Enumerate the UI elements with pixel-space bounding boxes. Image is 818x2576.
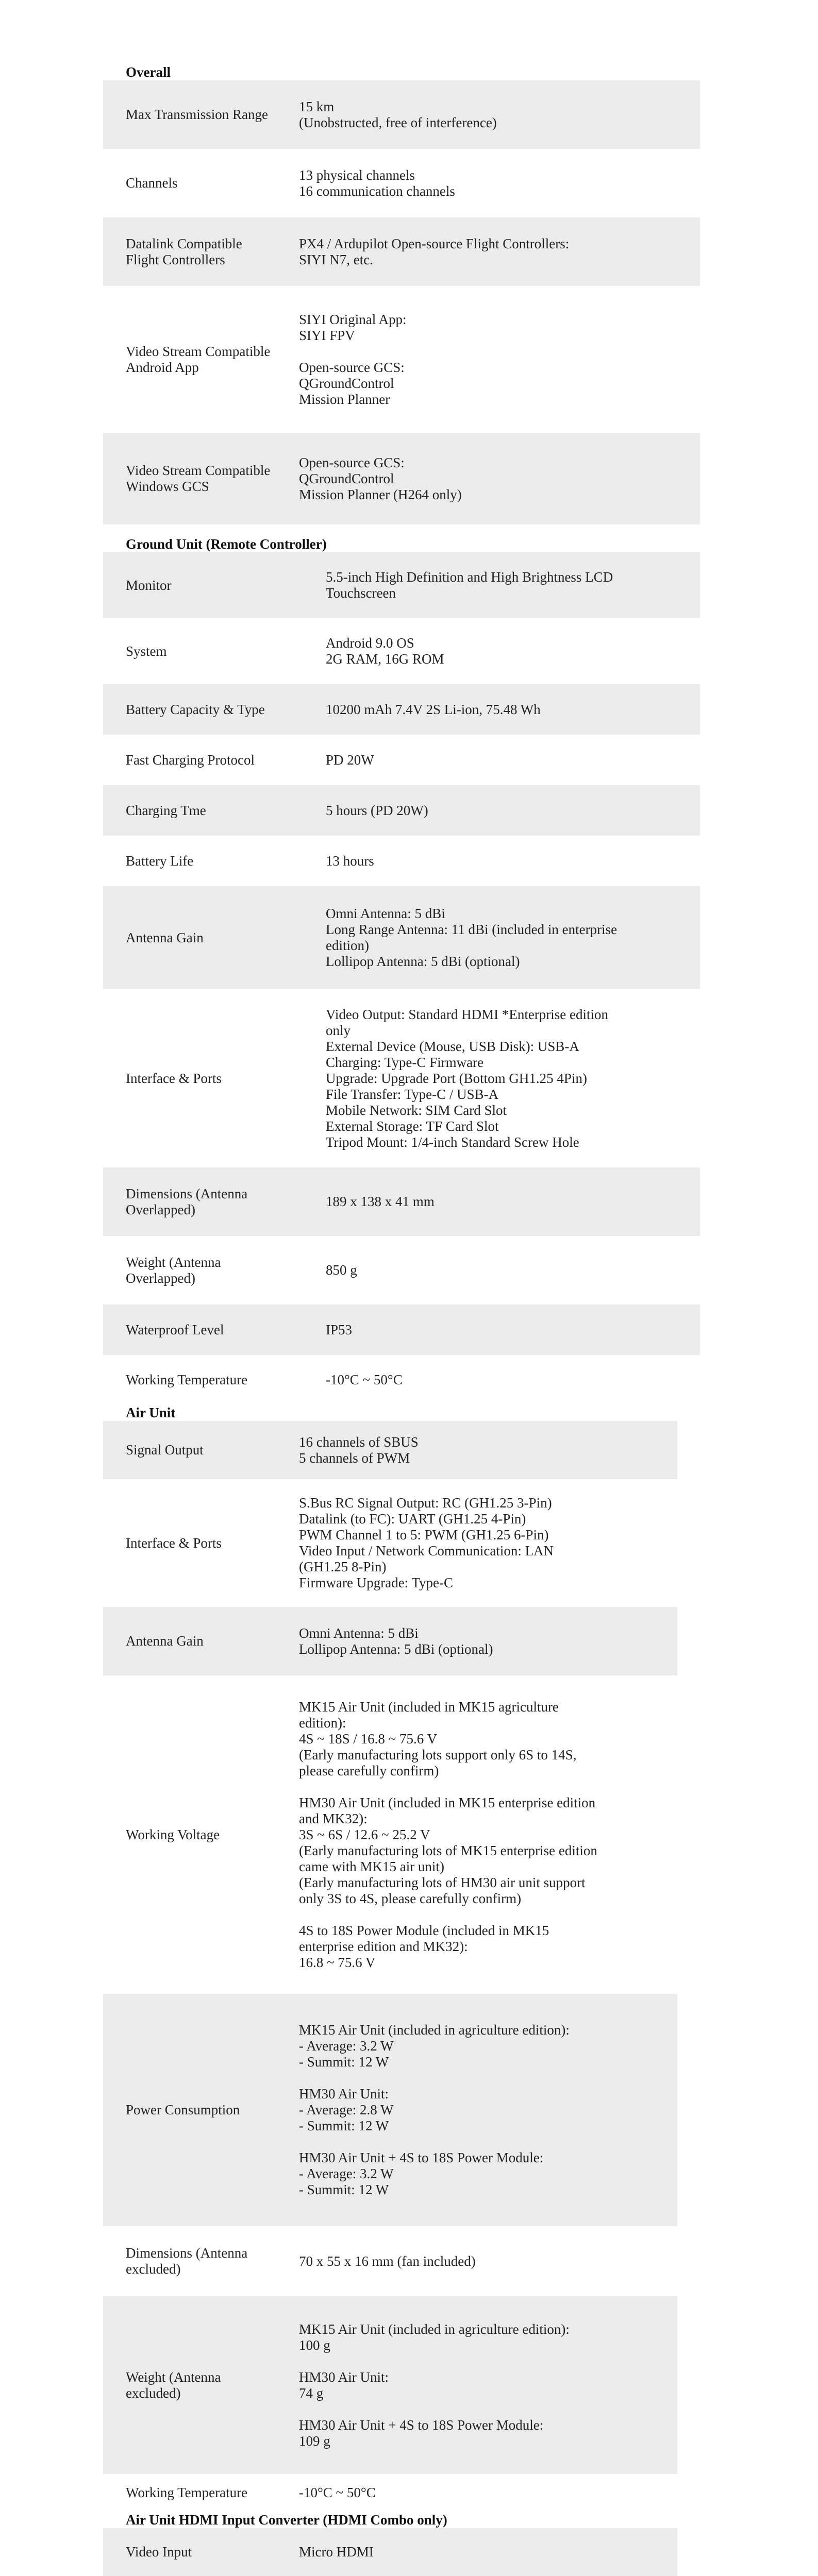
spec-value: 13 physical channels 16 communication channels bbox=[299, 167, 455, 199]
table-row bbox=[103, 1607, 677, 1675]
table-row bbox=[103, 1167, 700, 1236]
spec-label: Channels bbox=[126, 175, 178, 191]
spec-label: Interface & Ports bbox=[126, 1070, 222, 1086]
spec-label: Video Input bbox=[103, 2528, 289, 2576]
spec-value: 70 x 55 x 16 mm (fan included) bbox=[299, 2253, 476, 2269]
spec-value: 850 g bbox=[326, 1262, 357, 1278]
table-row bbox=[103, 836, 700, 886]
table-row bbox=[103, 1994, 677, 2226]
spec-value: 16 channels of SBUS 5 channels of PWM bbox=[289, 1421, 677, 1479]
spec-table bbox=[103, 552, 700, 1404]
spec-label: Battery Life bbox=[126, 853, 194, 869]
spec-value: PX4 / Ardupilot Open-source Flight Controllers: SIYI N7, etc. bbox=[289, 217, 700, 286]
spec-value: Micro HDMI bbox=[289, 2528, 677, 2576]
table-row bbox=[103, 149, 700, 217]
table-row bbox=[103, 2226, 677, 2296]
section-overall bbox=[0, 64, 818, 524]
spec-label: System bbox=[126, 643, 167, 659]
spec-value: 189 x 138 x 41 mm bbox=[315, 1167, 700, 1236]
spec-label: Waterproof Level bbox=[103, 1304, 315, 1355]
spec-value: Video Output: Standard HDMI *Enterprise edition only External Device (Mouse, USB Disk): USB-A Charging: Type-C Firmware Upgrade: Upgrade Port (Bottom GH1.25 4Pin) File Transfer: Type-C / USB-A Mobile Network: SIM Card Slot External Storage: TF Card Slot Tripod Mount: 1/4-inch Standard Screw Hole bbox=[326, 1006, 609, 1150]
spec-label: Weight (Antenna Overlapped) bbox=[126, 1254, 221, 1286]
table-row bbox=[103, 2296, 677, 2474]
spec-label: Dimensions (Antenna Overlapped) bbox=[103, 1167, 315, 1236]
table-row bbox=[103, 1355, 700, 1404]
spec-value: IP53 bbox=[315, 1304, 700, 1355]
table-row bbox=[103, 1479, 677, 1607]
spec-value: MK15 Air Unit (included in MK15 agriculture edition): 4S ~ 18S / 16.8 ~ 75.6 V (Early manufacturing lots support only 6S to 14S, please carefully confirm) HM30 Air Unit (included in MK15 enterprise edition and MK32): 3S ~ 6S / 12.6 ~ 25.2 V (Early manufacturing lots of MK15 enterprise edition came with MK15 air unit) (Early manufacturing lots of HM30 air unit support only 3S to 4S, please carefully confirm) 4S to 18S Power Module (included in MK15 enterprise edition and MK32): 16.8 ~ 75.6 V bbox=[299, 1699, 597, 1970]
section-title: Overall bbox=[126, 64, 171, 80]
table-row bbox=[103, 785, 700, 836]
table-row bbox=[103, 2474, 677, 2512]
spec-label: Working Temperature bbox=[126, 2485, 248, 2500]
spec-table bbox=[103, 80, 700, 524]
section-hdmi-converter bbox=[0, 2512, 818, 2576]
spec-value: Android 9.0 OS 2G RAM, 16G ROM bbox=[326, 635, 444, 667]
table-row bbox=[103, 618, 700, 684]
spec-label: Interface & Ports bbox=[126, 1535, 222, 1551]
spec-value: Omni Antenna: 5 dBi Lollipop Antenna: 5 dBi (optional) bbox=[289, 1607, 677, 1675]
table-row bbox=[103, 735, 700, 785]
table-row bbox=[103, 684, 700, 735]
spec-label: Fast Charging Protocol bbox=[126, 752, 255, 768]
spec-table bbox=[103, 1421, 677, 2512]
table-row bbox=[103, 1421, 677, 1479]
spec-label: Antenna Gain bbox=[103, 1607, 289, 1675]
spec-value: -10°C ~ 50°C bbox=[326, 1371, 403, 1387]
spec-value: S.Bus RC Signal Output: RC (GH1.25 3-Pin) Datalink (to FC): UART (GH1.25 4-Pin) PWM Channel 1 to 5: PWM (GH1.25 6-Pin) Video Input / Network Communication: LAN (GH1.25 8-Pin) Firmware Upgrade: Type-C bbox=[299, 1495, 554, 1590]
spec-value: PD 20W bbox=[326, 752, 374, 768]
spec-value: 15 km (Unobstructed, free of interference) bbox=[289, 80, 700, 149]
table-row bbox=[103, 433, 700, 524]
spec-value: Open-source GCS: QGroundControl Mission Planner (H264 only) bbox=[289, 433, 700, 524]
table-row bbox=[103, 80, 700, 149]
spec-label: Working Voltage bbox=[126, 1826, 220, 1842]
spec-value: 10200 mAh 7.4V 2S Li-ion, 75.48 Wh bbox=[315, 684, 700, 735]
spec-label: Battery Capacity & Type bbox=[103, 684, 315, 735]
section-ground-unit bbox=[0, 536, 818, 1404]
spec-label: Video Stream Compatible Windows GCS bbox=[103, 433, 289, 524]
table-row bbox=[103, 886, 700, 989]
spec-value: 13 hours bbox=[326, 853, 374, 869]
spec-label: Max Transmission Range bbox=[103, 80, 289, 149]
spec-label: Charging Tme bbox=[103, 785, 315, 836]
spec-value: -10°C ~ 50°C bbox=[299, 2485, 376, 2500]
table-row bbox=[103, 989, 700, 1167]
section-air-unit bbox=[0, 1404, 818, 2512]
table-row bbox=[103, 217, 700, 286]
table-row bbox=[103, 2528, 677, 2576]
spec-value: MK15 Air Unit (included in agriculture edition): - Average: 3.2 W - Summit: 12 W HM30 Air Unit: - Average: 2.8 W - Summit: 12 W HM30 Air Unit + 4S to 18S Power Module: - Average: 3.2 W - Summit: 12 W bbox=[289, 1994, 677, 2226]
spec-value: 5.5-inch High Definition and High Brightness LCD Touchscreen bbox=[315, 552, 700, 618]
table-row bbox=[103, 552, 700, 618]
spec-value: 5 hours (PD 20W) bbox=[315, 785, 700, 836]
spec-label: Signal Output bbox=[103, 1421, 289, 1479]
spec-value: Omni Antenna: 5 dBi Long Range Antenna: 11 dBi (included in enterprise edition) Lollipop Antenna: 5 dBi (optional) bbox=[315, 886, 700, 989]
spec-label: Video Stream Compatible Android App bbox=[126, 343, 271, 375]
table-row bbox=[103, 1304, 700, 1355]
spec-label: Dimensions (Antenna excluded) bbox=[126, 2245, 248, 2277]
table-row bbox=[103, 286, 700, 433]
spec-label: Datalink Compatible Flight Controllers bbox=[103, 217, 289, 286]
spec-table bbox=[103, 2528, 677, 2576]
section-title: Ground Unit (Remote Controller) bbox=[126, 536, 327, 552]
spec-label: Monitor bbox=[103, 552, 315, 618]
section-title: Air Unit bbox=[126, 1405, 176, 1420]
spec-label: Working Temperature bbox=[126, 1371, 248, 1387]
section-title: Air Unit HDMI Input Converter (HDMI Combo only) bbox=[126, 2512, 447, 2528]
spec-label: Antenna Gain bbox=[103, 886, 315, 989]
spec-label: Power Consumption bbox=[103, 1994, 289, 2226]
spec-value: MK15 Air Unit (included in agriculture edition): 100 g HM30 Air Unit: 74 g HM30 Air Unit + 4S to 18S Power Module: 109 g bbox=[289, 2296, 677, 2474]
spec-value: SIYI Original App: SIYI FPV Open-source GCS: QGroundControl Mission Planner bbox=[299, 311, 407, 407]
spec-label: Weight (Antenna excluded) bbox=[103, 2296, 289, 2474]
table-row bbox=[103, 1675, 677, 1994]
table-row bbox=[103, 1236, 700, 1304]
